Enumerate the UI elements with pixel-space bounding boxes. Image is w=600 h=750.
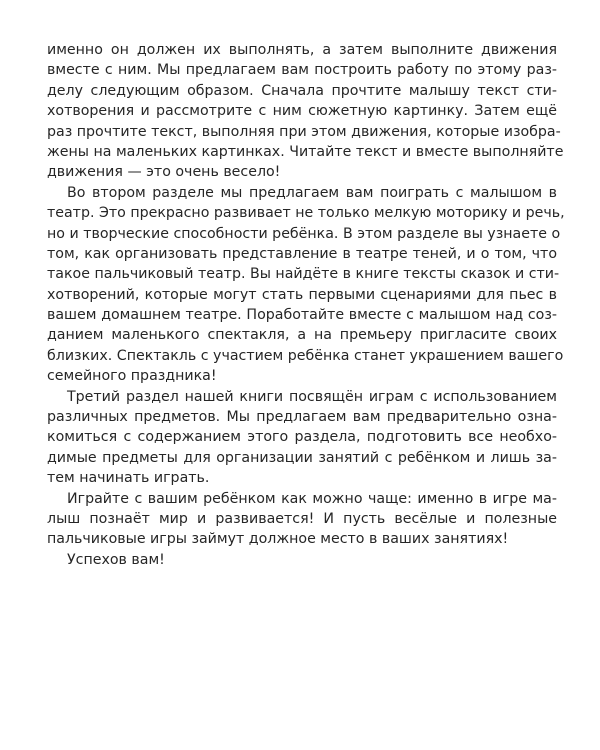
paragraph-third-section bbox=[47, 387, 557, 489]
paragraph-play-often bbox=[47, 489, 557, 550]
text-line: театр. Это прекрасно развивает не только мелкую моторику и речь, bbox=[47, 205, 565, 222]
text-line: димые предметы для организации занятий с ребёнком и лишь за- bbox=[47, 449, 557, 466]
text-line: Третий раздел нашей книги посвящён играм с использованием bbox=[67, 388, 557, 405]
paragraph-second-section bbox=[47, 183, 565, 387]
text-line: пальчиковые игры займут должное место в ваших занятиях! bbox=[47, 531, 509, 548]
text-line: том, как организовать представление в театре теней, и о том, что bbox=[47, 245, 557, 262]
text-line: комиться с содержанием этого раздела, подготовить все необхо- bbox=[47, 429, 557, 446]
text-line: именно он должен их выполнять, а затем выполните движения bbox=[47, 42, 557, 58]
paragraph-continuation bbox=[47, 40, 564, 183]
text-line: Играйте с вашим ребёнком как можно чаще: именно в игре ма- bbox=[67, 490, 557, 507]
text-line: различных предметов. Мы предлагаем вам предварительно озна- bbox=[47, 409, 557, 426]
text-line: раз прочтите текст, выполняя при этом движения, которые изобра- bbox=[47, 123, 561, 140]
text-line: хотворений, которые могут стать первыми сценариями для пьес в bbox=[47, 286, 557, 303]
text-line: Успехов вам! bbox=[67, 551, 165, 568]
paragraph-good-luck bbox=[47, 550, 557, 570]
text-line: жены на маленьких картинках. Читайте текст и вместе выполняйте bbox=[47, 143, 564, 160]
text-line: но и творческие способности ребёнка. В этом разделе вы узнаете о bbox=[47, 225, 561, 242]
text-line: тем начинать играть. bbox=[47, 470, 210, 487]
text-line: хотворения и рассмотрите с ним сюжетную картинку. Затем ещё bbox=[47, 103, 557, 120]
text-line: вашем домашнем театре. Поработайте вместе с малышом над соз- bbox=[47, 307, 557, 324]
text-line: семейного праздника! bbox=[47, 368, 217, 385]
body-text bbox=[47, 40, 565, 570]
text-line: данием маленького спектакля, а на премьеру пригласите своих bbox=[47, 327, 557, 344]
text-line: близких. Спектакль с участием ребёнка станет украшением вашего bbox=[47, 347, 564, 364]
text-line: такое пальчиковый театр. Вы найдёте в книге тексты сказок и сти- bbox=[47, 266, 560, 283]
text-line: Во втором разделе мы предлагаем вам поиграть с малышом в bbox=[67, 184, 557, 201]
text-line: делу следующим образом. Сначала прочтите малышу текст сти- bbox=[47, 82, 557, 99]
text-line: движения — это очень весело! bbox=[47, 164, 281, 181]
text-line: вместе с ним. Мы предлагаем вам построить работу по этому раз- bbox=[47, 62, 557, 79]
text-line: лыш познаёт мир и развивается! И пусть весёлые и полезные bbox=[47, 510, 557, 527]
